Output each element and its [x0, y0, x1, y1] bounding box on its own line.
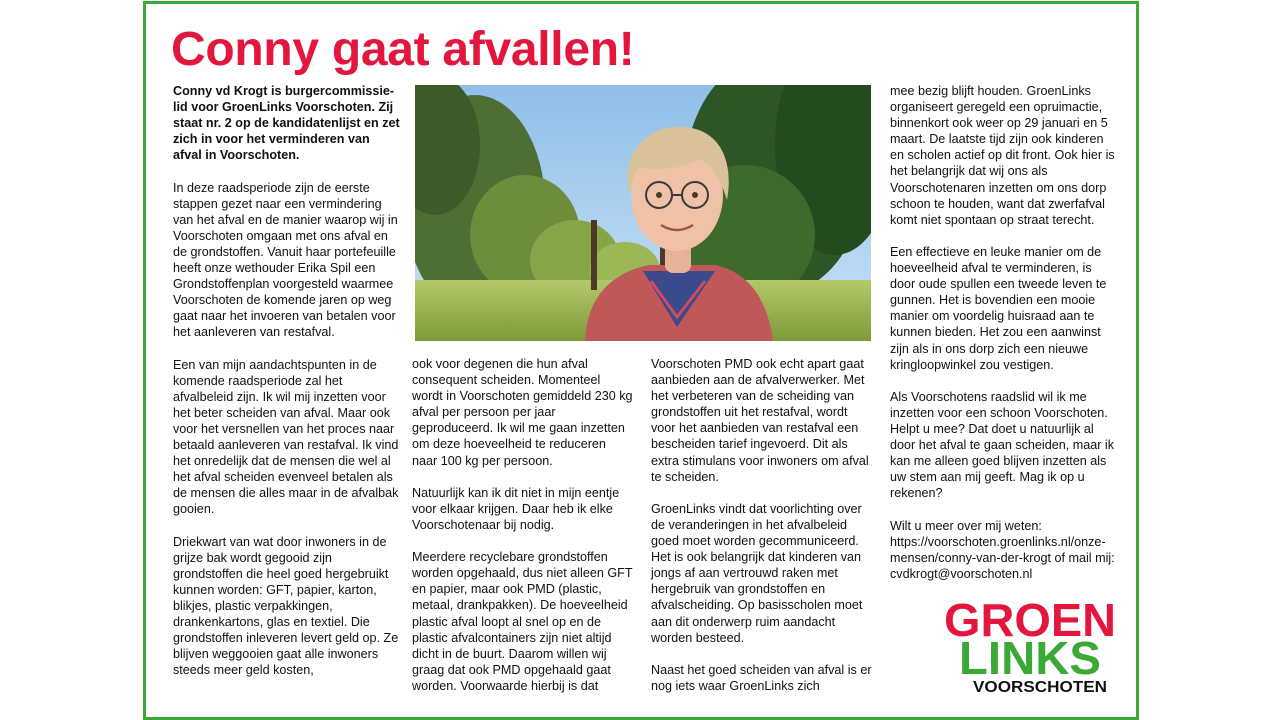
- portrait-photo-graphic: [415, 85, 871, 341]
- article-paragraph: Naast het goed scheiden van afval is er nog iets waar GroenLinks zich: [651, 662, 872, 693]
- article-title: Conny gaat afvallen!: [171, 23, 635, 76]
- article-paragraph: Voorschoten PMD ook echt apart gaat aanbieden aan de afvalverwerker. Met het verbeteren van de scheiding van grondstoffen uit het restafval, wordt voor het aanbieden van restafval een bescheiden tarief ingevoerd. Dit als extra stimulans voor inwoners om afval te scheiden.: [651, 357, 869, 484]
- article-paragraph: GroenLinks vindt dat voorlichting over de veranderingen in het afvalbeleid goed moet worden gecommuniceerd. Het is ook belangrijk dat kinderen van jongs af aan vertrouwd raken met hergebruik van grondstoffen en afvalscheiding. Op basisscholen moet aan dit onderwerp ruim aandacht worden besteed.: [651, 501, 863, 645]
- article-column-2: [412, 356, 634, 694]
- article-paragraph: In deze raadsperiode zijn de eerste stappen gezet naar een vermindering van het afval en de manier waarop wij in Voorschoten omgaan met ons afval en de grondstoffen. Vanuit haar portefeuille heeft onze wethouder Erika Spil een Grondstoffenplan voorgesteld waarmee Voorschoten de komende jaren op weg gaat naar het invoeren van betalen voor het aanleveren van restafval.: [173, 180, 398, 340]
- article-paragraph: Natuurlijk kan ik dit niet in mijn eentje voor elkaar krijgen. Daar heb ik elke Voorschotenaar bij nodig.: [412, 485, 620, 532]
- portrait-photo: [415, 85, 871, 341]
- article-column-4: [890, 83, 1118, 582]
- article-paragraph: Als Voorschotens raadslid wil ik me inzetten voor een schoon Voorschoten. Helpt u mee? Dat doet u natuurlijk al door het afval te gaan scheiden, maar ik kan me alleen goed blijven inzetten als uw stem aan mij geeft. Mag ik op u rekenen?: [890, 389, 1115, 501]
- article-paragraph: Wilt u meer over mij weten: https://voorschoten.groenlinks.nl/onze-mensen/conny-van-der-krogt of mail mij: cvdkrogt@voorschoten.nl: [890, 518, 1115, 581]
- article-column-3: [651, 356, 873, 694]
- article-paragraph: Meerdere recyclebare grondstoffen worden opgehaald, dus niet alleen GFT en papier, maar ook PMD (plastic, metaal, drankpakken). De hoeveelheid plastic afval loopt al snel op en de plastic afvalcontainers zijn niet altijd dicht in de buurt. Daarom willen wij graag dat ook PMD opgehaald gaat worden. Voorwaarde hierbij is dat: [412, 550, 633, 693]
- groenlinks-logo: [942, 596, 1118, 696]
- article-intro: Conny vd Krogt is burgercommissie-lid voor GroenLinks Voorschoten. Zij staat nr. 2 op de kandidatenlijst en zet zich in voor het verminderen van afval in Voorschoten.: [173, 84, 400, 163]
- logo-line-voorschoten: VOORSCHOTEN: [973, 679, 1107, 696]
- article-paragraph: Driekwart van wat door inwoners in de grijze bak wordt gegooid zijn grondstoffen die heel goed hergebruikt kunnen worden: GFT, papier, karton, blikjes, plastic verpakkingen, drankenkartons, glas en textiel. Die grondstoffen inleveren levert geld op. Ze blijven weggooien gaat alle inwoners steeds meer geld kosten,: [173, 534, 399, 678]
- logo-line-links: LINKS: [959, 632, 1101, 684]
- groenlinks-logo-graphic: [942, 596, 1118, 696]
- logo-line-groen: GROEN: [944, 594, 1116, 646]
- article-paragraph: Een effectieve en leuke manier om de hoeveelheid afval te verminderen, is door oude spullen een tweede leven te gunnen. Het is bovendien een mooie manier om voordelig huisraad aan te kunnen bieden. Het zou een aanwinst zijn als in ons dorp zich een nieuwe kringloopwinkel zou vestigen.: [890, 244, 1107, 372]
- article-column-1: [173, 83, 401, 678]
- article-paragraph: ook voor degenen die hun afval consequent scheiden. Momenteel wordt in Voorschoten gemiddeld 230 kg afval per persoon per jaar geproduceerd. Ik wil me gaan inzetten om deze hoeveelheid te reduceren naar 100 kg per persoon.: [412, 357, 633, 468]
- article-paragraph: mee bezig blijft houden. GroenLinks organiseert geregeld een opruimactie, binnenkort ook weer op 29 januari en 5 maart. De laatste tijd zijn ook kinderen en scholen actief op dit front. Ook hier is het belangrijk dat wij ons als Voorschotenaren inzetten om ons dorp schoon te houden, want dat zwerfafval komt niet spontaan op straat terecht.: [890, 84, 1115, 227]
- article-paragraph: Een van mijn aandachtspunten in de komende raadsperiode zal het afvalbeleid zijn. Ik wil mij inzetten voor het beter scheiden van afval. Maar ook voor het versnellen van het proces naar betaald aanleveren van restafval. Ik vind het onredelijk dat de mensen die wel al het afval scheiden evenveel betalen als de mensen die alles maar in de afvalbak gooien.: [173, 357, 399, 517]
